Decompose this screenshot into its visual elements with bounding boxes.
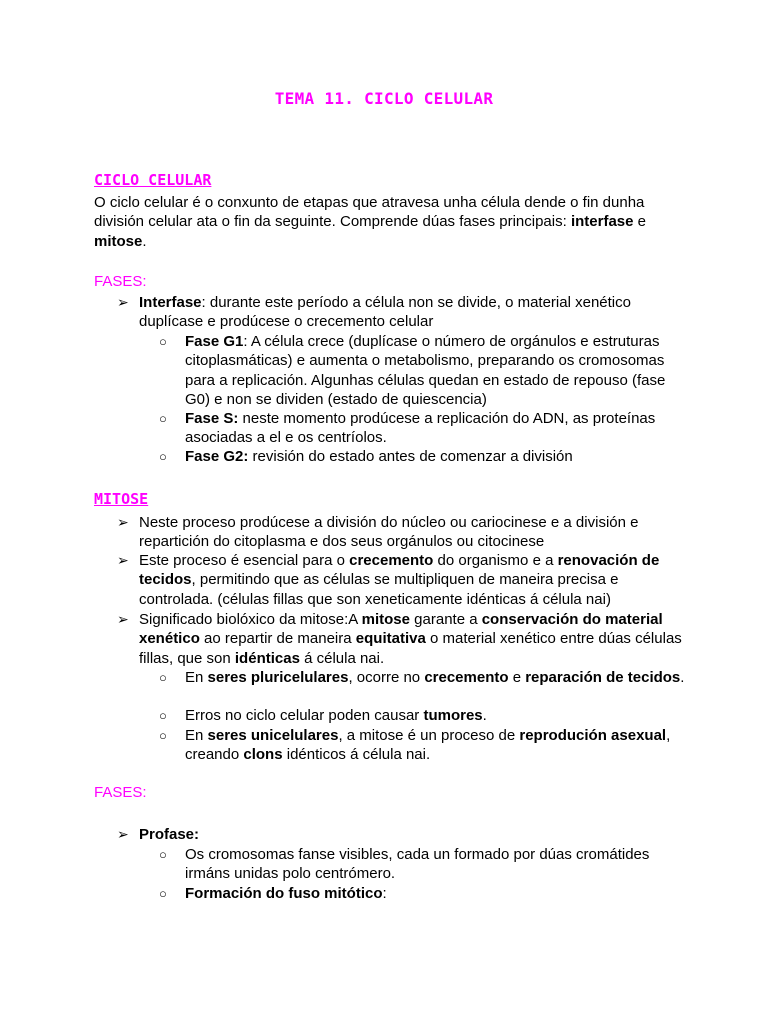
bold-text: conservación do material xenético xyxy=(139,611,663,648)
list-item-interfase xyxy=(139,293,684,332)
bold-text: Formación do fuso mitótico xyxy=(185,885,383,902)
text-run: Significado biolóxico da mitose:A xyxy=(139,611,362,628)
circle-bullet-icon: ○ xyxy=(159,670,167,685)
bold-text: Interfase xyxy=(139,294,202,311)
section-heading-mitose: MITOSE xyxy=(94,490,149,508)
text-run: e xyxy=(508,669,526,686)
bold-text: seres unicelulares xyxy=(207,727,339,744)
list-item-cromosomas xyxy=(185,845,685,884)
circle-bullet-icon: ○ xyxy=(159,886,167,901)
list-item-fase-g2 xyxy=(185,447,685,466)
bold-text: Profase: xyxy=(139,826,200,843)
text-run: . xyxy=(482,707,487,724)
list-item-mitose-esencial xyxy=(139,551,684,609)
bold-text: reparación de tecidos xyxy=(525,669,681,686)
list-item-fuso-mitotico xyxy=(185,884,685,903)
text-run: revisión do estado antes de comenzar a división xyxy=(248,448,573,465)
intro-paragraph xyxy=(94,193,684,251)
arrow-bullet-icon: ➢ xyxy=(117,826,129,842)
list-item-fase-g1 xyxy=(185,332,685,410)
fases-label: FASES: xyxy=(94,273,147,290)
text-run: neste momento prodúcese a replicación do ADN, as proteínas asociadas a el e os centríolos. xyxy=(185,410,656,447)
text-run: En xyxy=(185,669,208,686)
bold-text: crecemento xyxy=(349,552,434,569)
list-item-unicelulares xyxy=(185,726,685,765)
list-item-mitose-proceso xyxy=(139,513,684,552)
text-run: : xyxy=(382,885,387,902)
fases-label: FASES: xyxy=(94,784,147,801)
list-item-significado xyxy=(139,610,684,668)
circle-bullet-icon: ○ xyxy=(159,334,167,349)
bold-text: idénticas xyxy=(234,649,300,667)
bold-text: equitativa xyxy=(355,630,426,648)
page-title: TEMA 11. CICLO CELULAR xyxy=(274,89,494,108)
section-heading-ciclo-celular: CICLO CELULAR xyxy=(94,171,212,189)
text-run: , a mitose é un proceso de xyxy=(338,727,520,744)
text-run: do organismo e a xyxy=(433,552,558,569)
bold-text: seres pluricelulares xyxy=(207,669,349,686)
list-item-fase-s xyxy=(185,409,685,448)
bold-text: reprodución asexual xyxy=(519,727,667,744)
text-run: O ciclo celular é o conxunto de etapas que atravesa unha célula dende o fin dunha división celular ata o fin da seguinte. Comprende dúas fases principais: xyxy=(94,194,645,231)
arrow-bullet-icon: ➢ xyxy=(117,611,129,627)
text-run: Este proceso é esencial para o xyxy=(139,552,350,569)
text-run: , permitindo que as células se multipliquen de maneira precisa e controlada. (células fillas que son xeneticamente idénticas á célula nai) xyxy=(139,571,619,608)
text-run: garante a xyxy=(410,611,482,628)
text-run: á célula nai. xyxy=(299,649,385,667)
bold-text: mitose xyxy=(361,611,410,628)
circle-bullet-icon: ○ xyxy=(159,847,167,862)
arrow-bullet-icon: ➢ xyxy=(117,294,129,310)
text-run: , creando xyxy=(185,727,671,764)
text-run: Erros no ciclo celular poden causar xyxy=(185,707,424,724)
list-item-profase xyxy=(139,825,684,844)
text-run: e xyxy=(633,213,646,231)
text-run: idénticos á célula nai. xyxy=(282,746,431,764)
list-item-pluricelulares xyxy=(185,668,685,687)
text-run: : durante este período a célula non se divide, o material xenético duplícase e prodúcese o crecemento celular xyxy=(139,294,631,331)
bold-text: renovación de tecidos xyxy=(139,552,660,589)
arrow-bullet-icon: ➢ xyxy=(117,514,129,530)
bold-text: clons xyxy=(243,746,283,764)
text-run: . xyxy=(680,669,685,686)
text-run: . xyxy=(142,232,147,250)
text-run: : A célula crece (duplícase o número de orgánulos e estruturas citoplasmáticas) e aumenta o metabolismo, preparando os cromosomas para a replicación. Algunhas células quedan en estado de repouso (fase G0) e non se dividen (estado de quiescencia) xyxy=(185,333,666,409)
text-run: o material xenético entre dúas células fillas, que son xyxy=(139,630,682,667)
bold-text: Fase S: xyxy=(185,410,239,427)
text-run: Os cromosomas fanse visibles, cada un formado por dúas cromátides irmáns unidas polo centrómero. xyxy=(185,846,650,883)
circle-bullet-icon: ○ xyxy=(159,708,167,723)
text-run: En xyxy=(185,727,208,744)
circle-bullet-icon: ○ xyxy=(159,728,167,743)
bold-text: interfase xyxy=(570,213,634,231)
bold-text: crecemento xyxy=(424,669,509,686)
list-item-tumores xyxy=(185,706,685,725)
bold-text: Fase G1 xyxy=(185,333,244,350)
bold-text: tumores xyxy=(423,707,483,724)
circle-bullet-icon: ○ xyxy=(159,411,167,426)
text-run: , ocorre no xyxy=(348,669,425,686)
bold-text: Fase G2: xyxy=(185,448,249,465)
circle-bullet-icon: ○ xyxy=(159,449,167,464)
bold-text: mitose xyxy=(94,232,143,250)
arrow-bullet-icon: ➢ xyxy=(117,552,129,568)
text-run: ao repartir de maneira xyxy=(199,630,356,648)
text-run: Neste proceso prodúcese a división do núcleo ou cariocinese e a división e repartición do citoplasma e dos seus orgánulos ou citocinese xyxy=(139,514,639,551)
